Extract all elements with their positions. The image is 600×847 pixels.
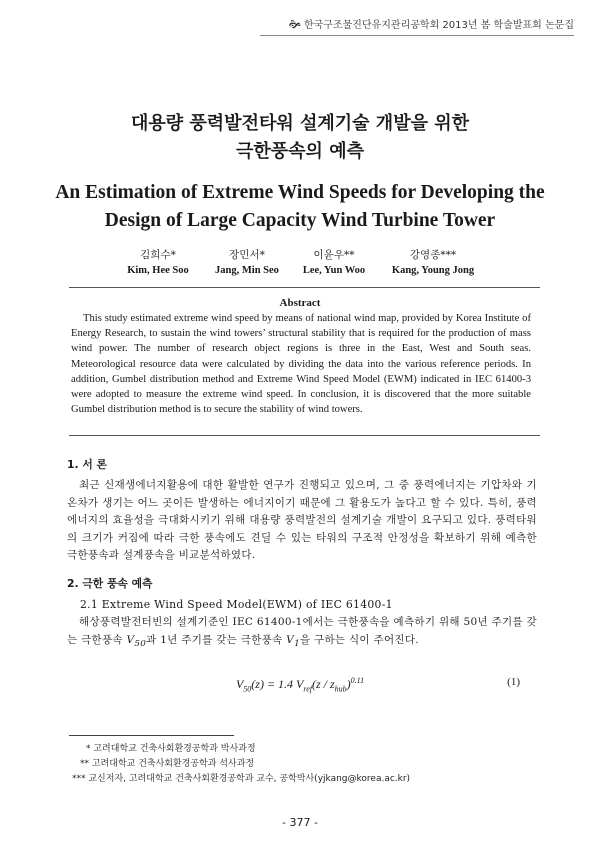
- equation-1: $V_{50}(z) = 1.4$ $V_{ref}(z / z_{hub})^{0.11}$: [235, 676, 365, 694]
- journal-logo-icon: 🙞: [288, 18, 301, 31]
- author-name-kr: 김희수*: [140, 249, 176, 261]
- section-2-body-part-1: 해상풍력발전터빈의 설계기준인 IEC 61400-1에서는 극한풍속을 예측하기 위해 50년 주기를 갖는 극한풍속: [67, 616, 537, 646]
- section-1-body: 최근 신재생에너지활용에 대한 활발한 연구가 진행되고 있으며, 그 중 풍력에너지는 기압차와 기온차가 생기는 어느 곳이든 발생하는 에너지이기 때문에 그 활용도가 높다고 할 수 있다. 특히, 풍력에너지의 효율성을 극대화시키기 위해 대용량 풍력발전의 설계기술 개발이 요구되고 있다. 풍력타워의 크기가 커짐에 따라 극한 풍속에도 견딜 수 있는 타워의 구조적 안정성을 확보하기 위해 예측한 극한풍속과 설계풍속을 비교분석하였다.: [67, 479, 537, 561]
- author-name-en: Lee, Yun Woo: [302, 265, 366, 276]
- author-name-kr: 강영종***: [409, 249, 457, 261]
- footnote-2: ** 고려대학교 건축사회환경공학과 석사과정: [80, 759, 255, 769]
- author-4: [373, 248, 493, 278]
- english-title-line-1: An Estimation of Extreme Wind Speeds for Developing the: [55, 182, 545, 203]
- author-name-kr: 장민서*: [229, 249, 265, 261]
- korean-title-line-1: 대용량 풍력발전타워 설계기술 개발을 위한: [130, 113, 470, 134]
- abstract-body: This study estimated extreme wind speed by means of national wind map, provided by Korea Institute of Energy Research, to sustain the wind towers’ structural stability that is required for the production of mass wind power. The number of research object regions is three in the East, West and South seas. Meteorological resource data were calculated by dividing the data into the various reference periods. In addition, Gumbel distribution method and Extreme Wind Speed Model (EWM) indicated in IEC 61400-3 were adopted to measure the extreme wind speed. In conclusion, it is discovered that the more suitable Gumbel distribution method is to secure the stability of wind towers.: [71, 313, 531, 416]
- abstract-bottom-rule: [69, 435, 540, 436]
- subsection-2-1-heading: 2.1 Extreme Wind Speed Model(EWM) of IEC 61400-1: [80, 598, 393, 611]
- header-divider: [260, 35, 574, 36]
- symbol-v50: $V_{50}$: [126, 633, 147, 649]
- page-number: - 377 -: [282, 816, 318, 829]
- author-name-kr: 이윤우**: [313, 249, 355, 261]
- section-2-body: [67, 614, 537, 653]
- symbol-v1: $V_1$: [286, 633, 300, 649]
- journal-name: 한국구조물진단유지관리공학회 2013년 봄 학술발표회 논문집: [303, 20, 574, 31]
- journal-header: [289, 16, 574, 35]
- footnote-1: * 고려대학교 건축사회환경공학과 박사과정: [86, 744, 256, 754]
- abstract-title: Abstract: [279, 297, 321, 309]
- footnote-divider: [69, 735, 234, 736]
- abstract-top-rule: [69, 287, 540, 288]
- section-2-body-part-3: 을 구하는 식이 주어진다.: [299, 633, 419, 646]
- section-2-body-part-2: 과 1년 주기를 갖는 극한풍속: [146, 633, 287, 646]
- footnote-3: *** 교신저자, 고려대학교 건축사회환경공학과 교수, 공학박사(yjkang@korea.ac.kr): [72, 774, 411, 784]
- english-title-line-2: Design of Large Capacity Wind Turbine Tower: [104, 210, 496, 231]
- section-1-heading: 1. 서 론: [67, 458, 107, 471]
- author-name-en: Jang, Min Seo: [215, 265, 279, 276]
- author-name-en: Kang, Young Jong: [391, 265, 475, 276]
- korean-title-line-2: 극한풍속의 예측: [236, 141, 364, 162]
- section-2-heading: 2. 극한 풍속 예측: [67, 577, 153, 590]
- equation-number: (1): [507, 676, 520, 688]
- author-name-en: Kim, Hee Soo: [127, 265, 189, 276]
